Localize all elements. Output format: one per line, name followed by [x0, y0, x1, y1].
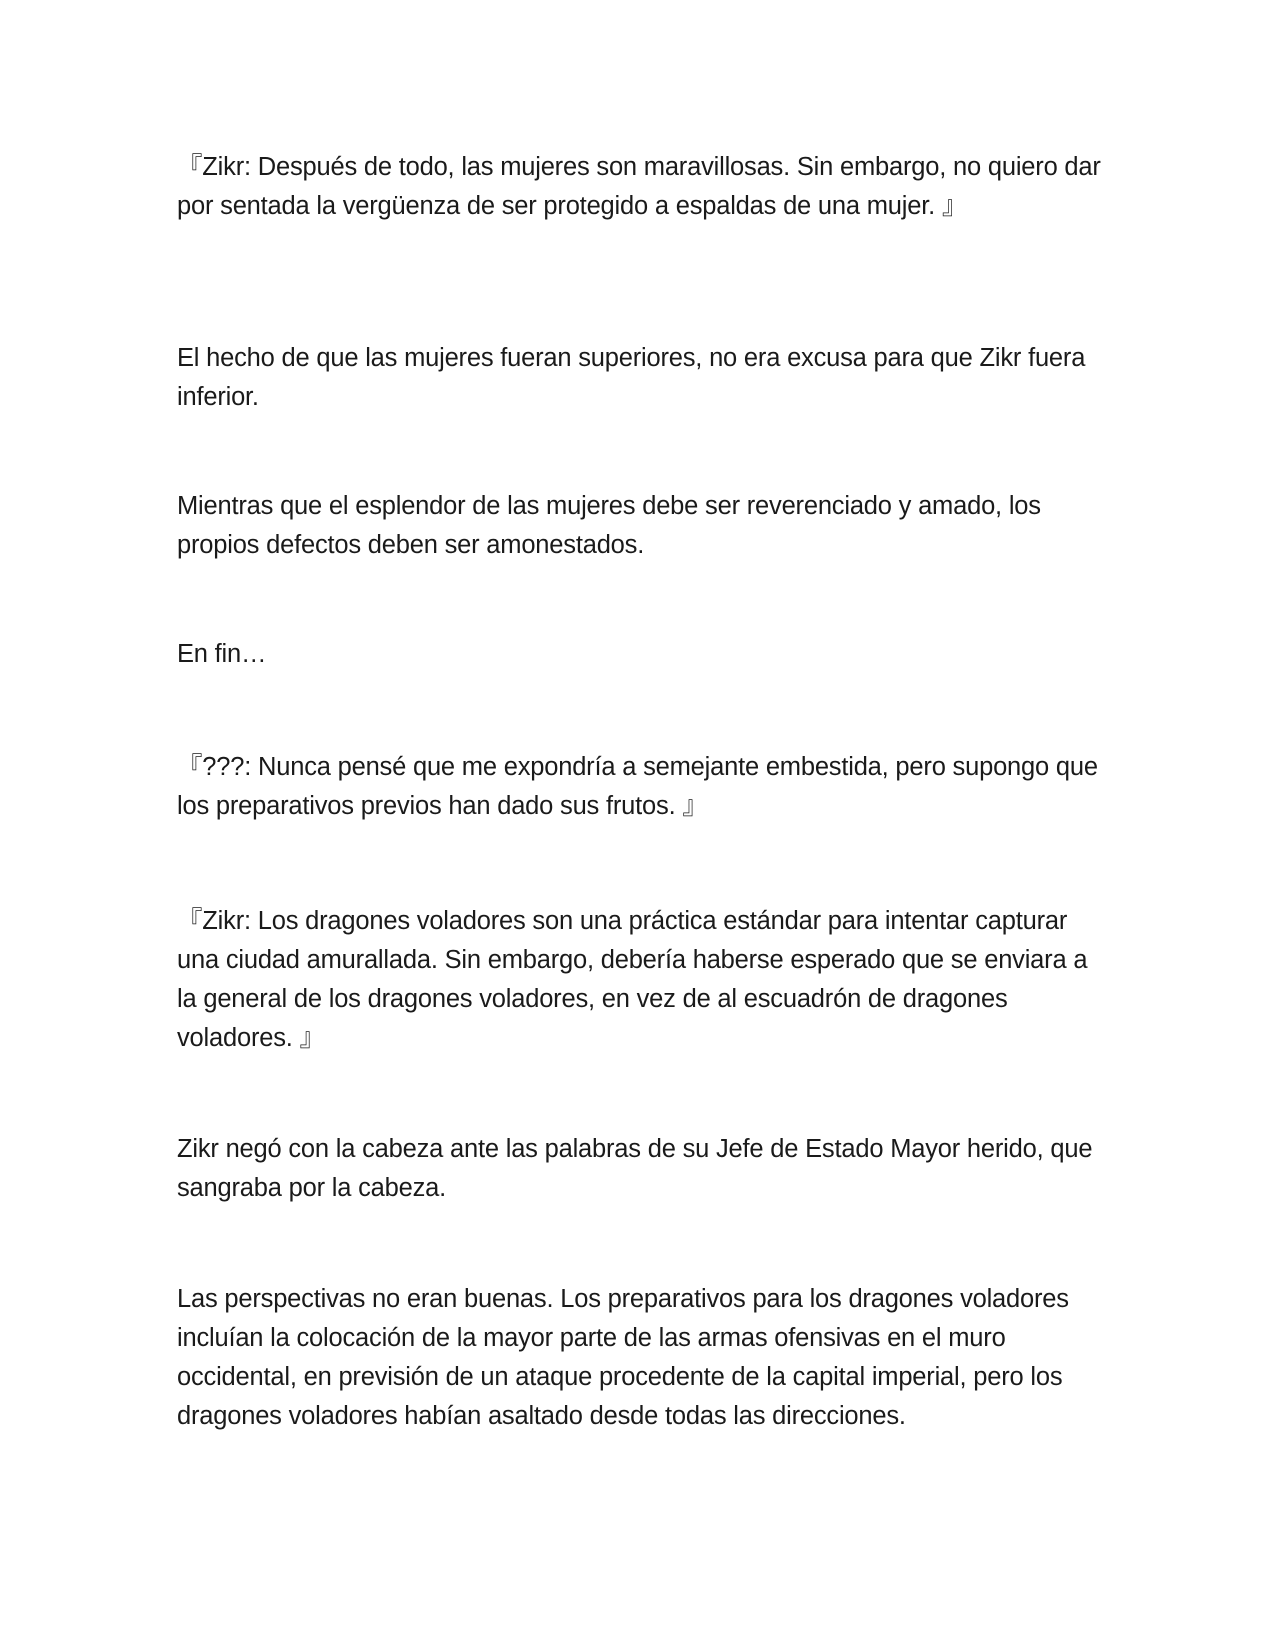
dialogue-paragraph-zikr-dragons: 『Zikr: Los dragones voladores son una práctica estándar para intentar capturar una ciudad amurallada. Sin embargo, debería haberse esperado que se enviara a la general de los dragones voladores, en vez de al escuadrón de dragones voladores. 』	[177, 907, 1088, 1052]
narration-paragraph-splendor: Mientras que el esplendor de las mujeres debe ser reverenciado y amado, los propios defectos deben ser amonestados.	[177, 492, 1041, 559]
narration-paragraph-prospects: Las perspectivas no eran buenas. Los preparativos para los dragones voladores incluían la colocación de la mayor parte de las armas ofensivas en el muro occidental, en previsión de un ataque procedente de la capital imperial, pero los dragones voladores habían asaltado desde todas las direcciones.	[177, 1285, 1069, 1430]
dialogue-paragraph-zikr-women: 『Zikr: Después de todo, las mujeres son maravillosas. Sin embargo, no quiero dar por sentada la vergüenza de ser protegido a espaldas de una mujer. 』	[177, 153, 1101, 220]
narration-paragraph-en-fin: En fin…	[177, 640, 267, 668]
narration-paragraph-superior: El hecho de que las mujeres fueran superiores, no era excusa para que Zikr fuera inferior.	[177, 344, 1086, 411]
dialogue-paragraph-unknown: 『???: Nunca pensé que me expondría a semejante embestida, pero supongo que los preparativos previos han dado sus frutos. 』	[177, 753, 1098, 820]
narration-paragraph-chief-of-staff: Zikr negó con la cabeza ante las palabras de su Jefe de Estado Mayor herido, que sangraba por la cabeza.	[177, 1135, 1093, 1202]
